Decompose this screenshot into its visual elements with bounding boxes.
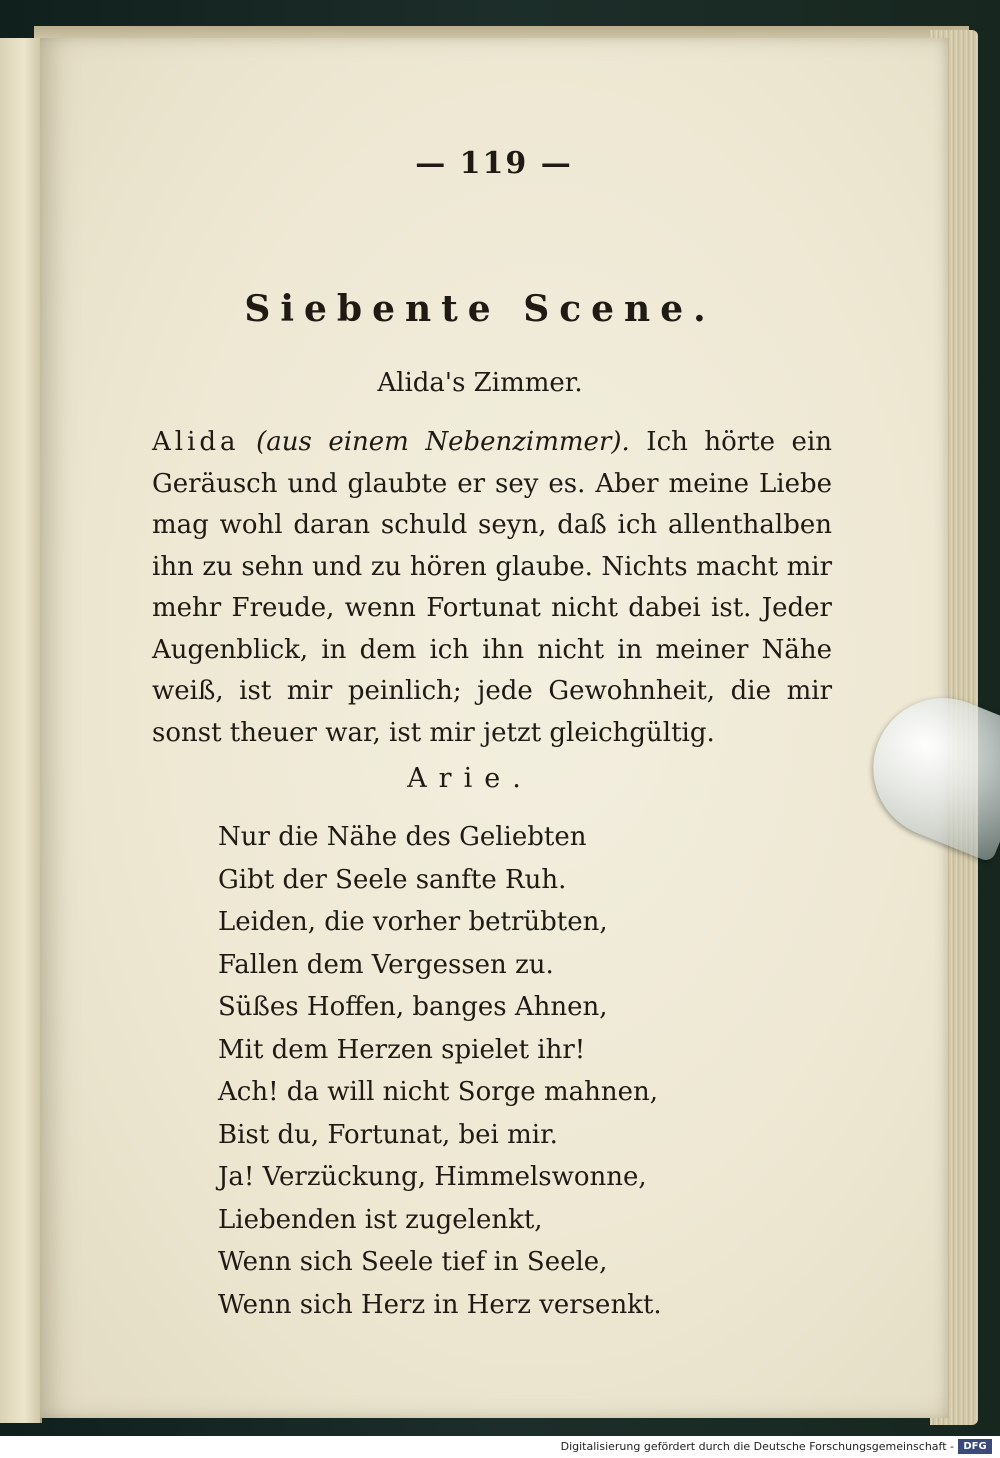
prose-text: Ich hörte ein Geräusch und glaubte er sey es. Aber meine Liebe mag wohl daran schuld seyn, daß ich allenthalben ihn zu sehn und zu hören glaube. Nichts macht mir mehr Freude, wenn Fortunat nicht dabei ist. Jeder Augenblick, in dem ich ihn nicht in meiner Nähe weiß, ist mir peinlich; jede Gewohnheit, die mir sonst theuer war, ist mir jetzt gleichgültig.: [152, 427, 833, 748]
left-page-edge: [0, 38, 42, 1423]
verse-line: Wenn sich Herz in Herz versenkt.: [218, 1289, 662, 1320]
book-page: [40, 38, 948, 1418]
verse-line: Mit dem Herzen spielet ihr!: [218, 1034, 586, 1065]
scene-title: Siebente Scene.: [244, 288, 716, 330]
verse-line: Wenn sich Seele tief in Seele,: [218, 1247, 608, 1277]
dfg-logo: DFG: [958, 1439, 992, 1454]
speaker-name: Alida: [152, 427, 240, 457]
stage-direction: (aus einem Nebenzimmer).: [256, 427, 630, 457]
page-number: — 119 —: [415, 146, 573, 181]
verse-line: Liebenden ist zugelenkt,: [218, 1204, 543, 1235]
verse-line: Gibt der Seele sanfte Ruh.: [218, 864, 567, 895]
aria-title: Arie.: [407, 763, 533, 794]
location-heading: Alida's Zimmer.: [377, 368, 583, 398]
verse-line: Ach! da will nicht Sorge mahnen,: [218, 1077, 658, 1107]
prose-paragraph: [152, 422, 832, 754]
aria-verse: [218, 816, 818, 1326]
digitization-footer: [0, 1436, 1000, 1458]
verse-line: Bist du, Fortunat, bei mir.: [218, 1119, 558, 1150]
verse-line: Ja! Verzückung, Himmelswonne,: [218, 1162, 647, 1192]
verse-line: Leiden, die vorher betrübten,: [218, 907, 608, 937]
footer-credit: Digitalisierung gefördert durch die Deutsche Forschungsgemeinschaft -: [560, 1440, 954, 1453]
verse-line: Nur die Nähe des Geliebten: [218, 822, 587, 852]
verse-line: Süßes Hoffen, banges Ahnen,: [218, 992, 608, 1022]
verse-line: Fallen dem Vergessen zu.: [218, 949, 554, 980]
